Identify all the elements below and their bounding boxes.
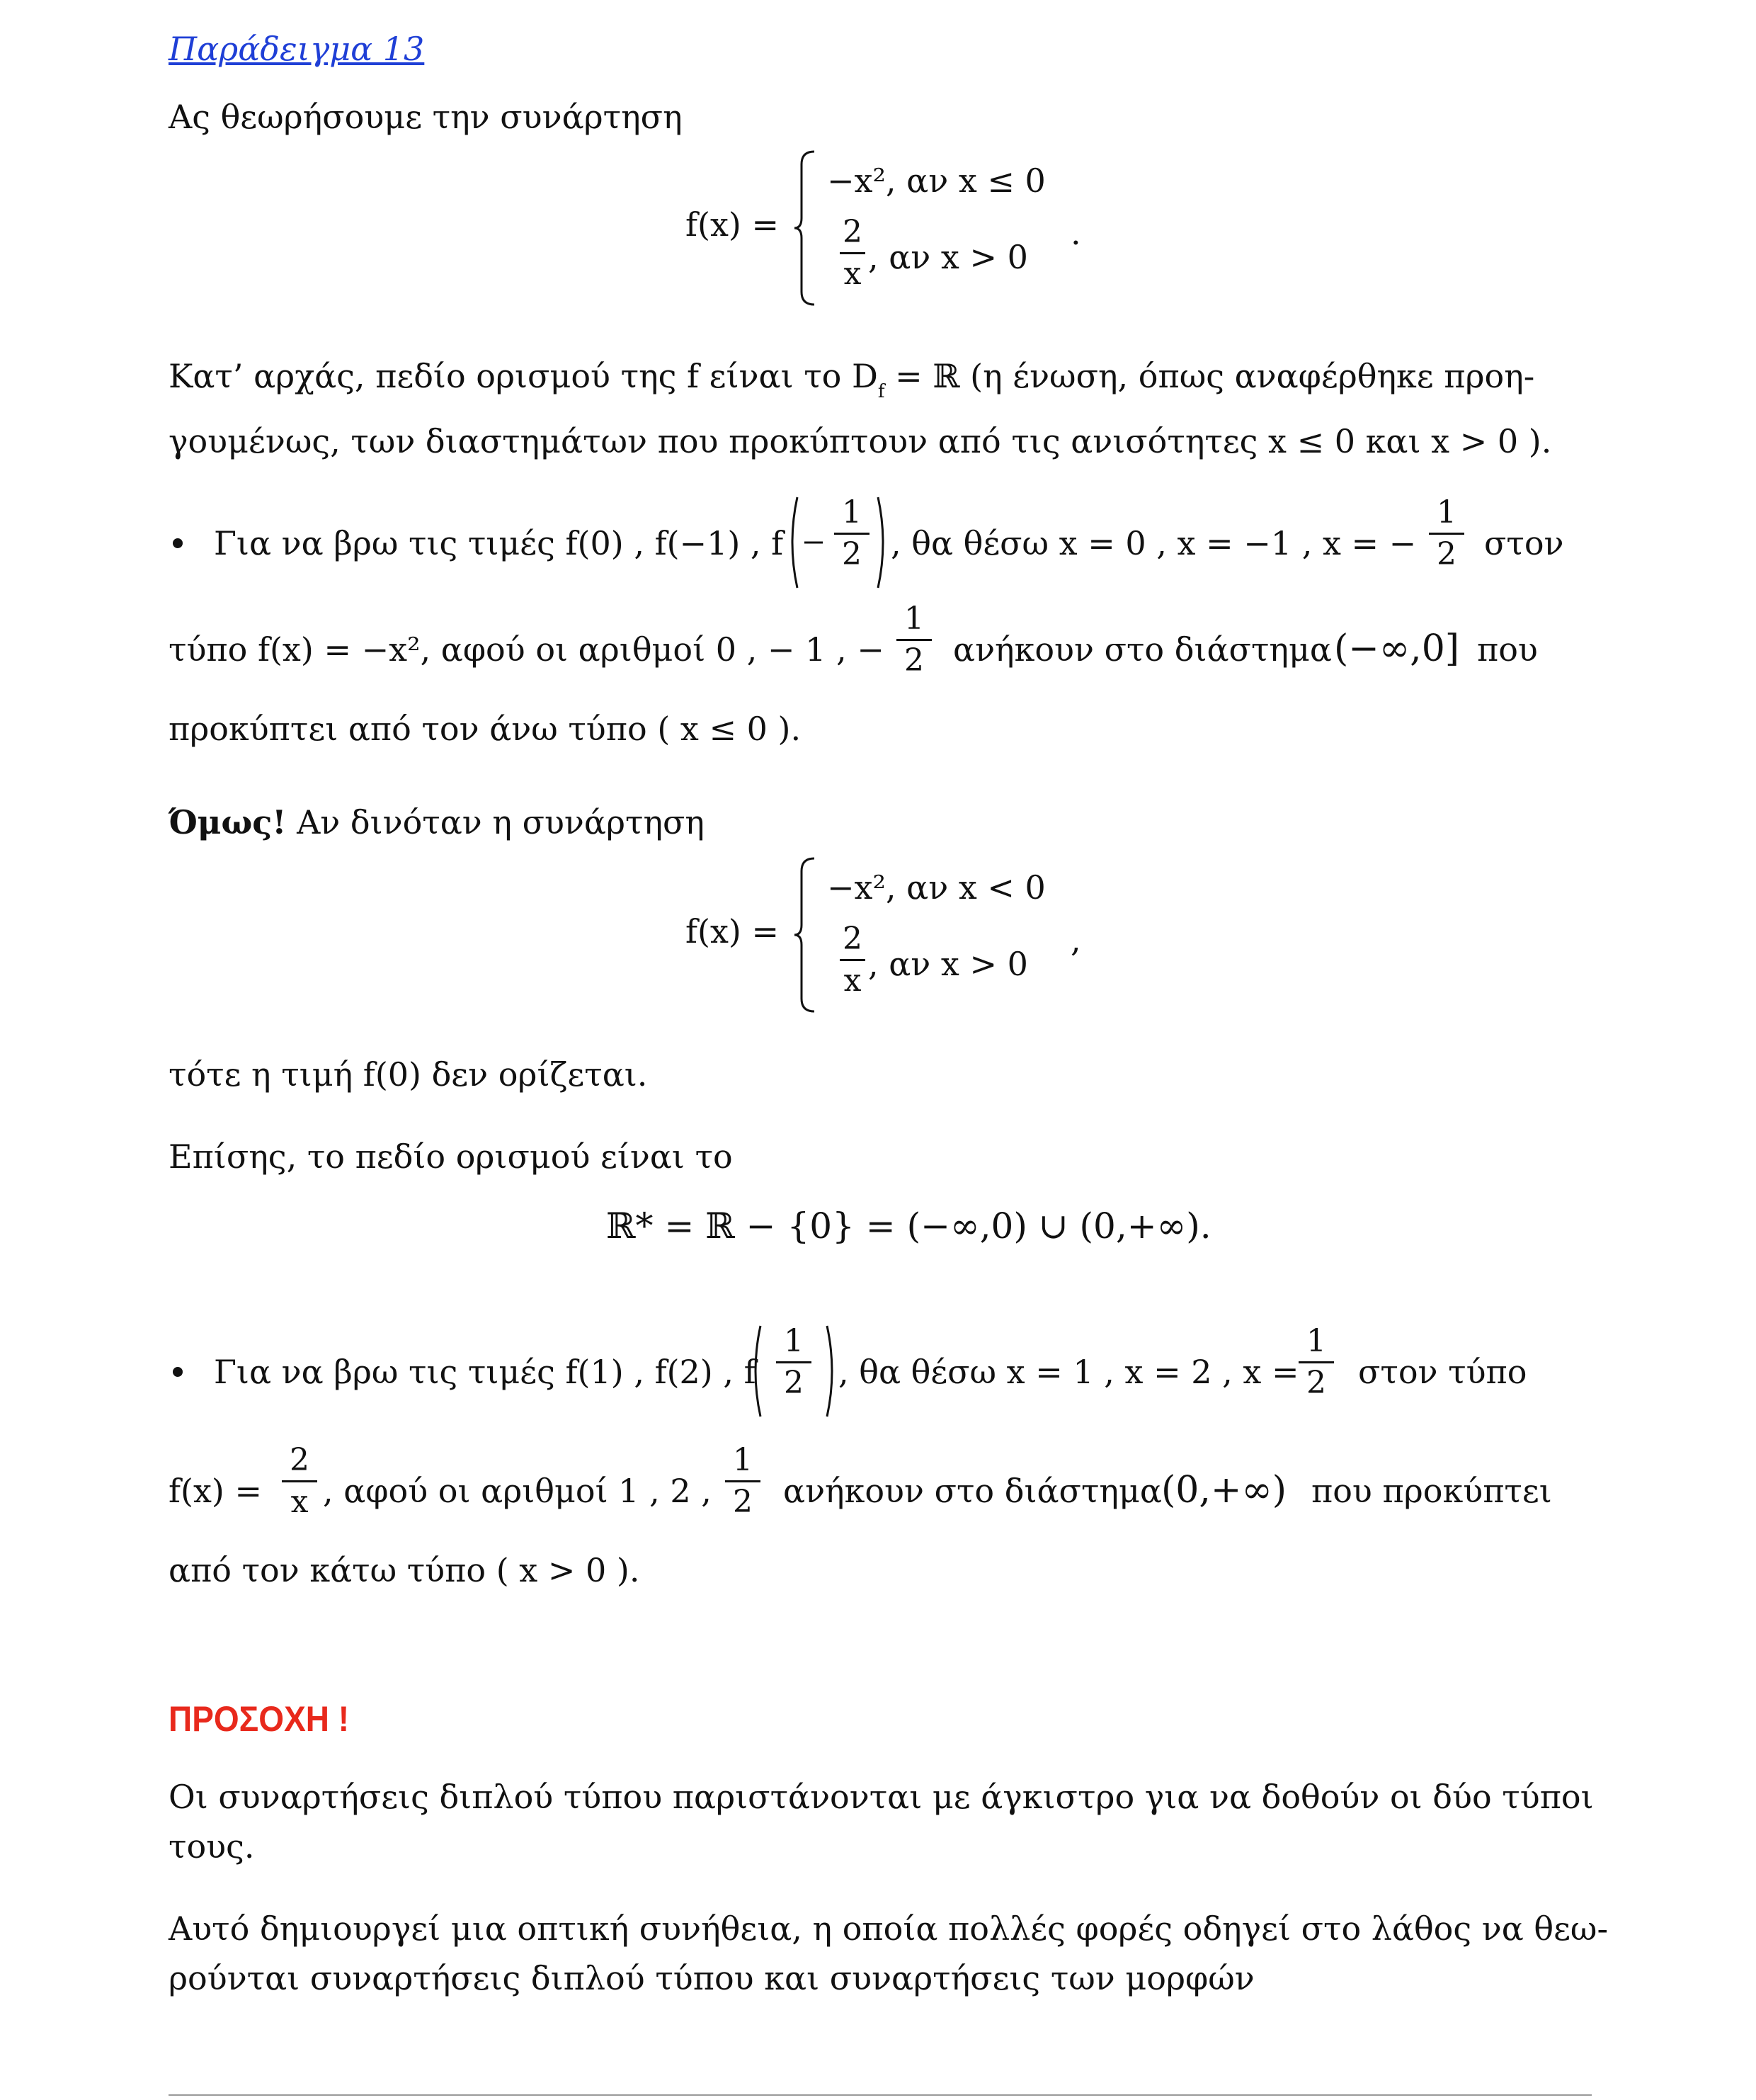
f2-case2-num: 2: [843, 921, 862, 957]
bullet-1-text-a: Για να βρω τις τιμές f(0) , f(−1) , f: [214, 524, 784, 562]
f1-case2-num: 2: [843, 214, 862, 250]
bullet-1-frac2-bar: [1429, 533, 1464, 535]
bullet-1-line2-frac-num: 1: [904, 601, 924, 637]
domain-line-1-tail: = ℝ (η ένωση, όπως αναφέρθηκε προη-: [884, 357, 1535, 395]
f1-case1: −x², αν x ≤ 0: [827, 161, 1046, 200]
f1-end: .: [1071, 214, 1081, 252]
paragraph-1-line-2: τους.: [169, 1827, 255, 1866]
bullet-1-interval: (−∞,0]: [1334, 628, 1460, 670]
bullet-1-frac2-num: 1: [1437, 494, 1456, 530]
omos-rest: Αν δινόταν η συνάρτηση: [286, 803, 705, 841]
bullet-2-frac2-num: 1: [1306, 1323, 1326, 1359]
f1-lhs: f(x) =: [685, 205, 780, 244]
paragraph-1-line-1: Οι συναρτήσεις διπλού τύπου παριστάνονται με άγκιστρο για να δοθούν οι δύο τύποι: [169, 1778, 1594, 1816]
paragraph-2-line-1: Αυτό δημιουργεί μια οπτική συνήθεια, η οποία πολλές φορές οδηγεί στο λάθος να θεω-: [169, 1909, 1608, 1948]
f2-case2-den: x: [843, 963, 862, 999]
bullet-2-interval: (0,+∞): [1161, 1469, 1287, 1511]
bullet-1-dot: [173, 538, 183, 548]
bullet-2-fraction-2: [1299, 1323, 1334, 1401]
f2-case2-bar: [840, 959, 865, 961]
f2-lhs: f(x) =: [685, 912, 780, 950]
bullet-1-fraction: [834, 494, 870, 572]
bullet-1-fraction-2: [1429, 494, 1464, 572]
bullet-1-frac-bar: [834, 533, 870, 535]
bullet-1-text-b: , θα θέσω x = 0 , x = −1 , x = −: [891, 524, 1417, 562]
domain-subscript: f: [877, 381, 885, 402]
bullet-2-fraction: [776, 1323, 811, 1401]
bullet-2-line2-fx-den: x: [290, 1484, 309, 1520]
f2-case1: −x², αν x < 0: [827, 868, 1046, 907]
bullet-2-line2-fx-bar: [282, 1480, 317, 1482]
bullet-2-line2-frac-bar: [725, 1480, 760, 1482]
f2-end: ,: [1071, 921, 1081, 959]
bullet-2-line-2-fraction: [725, 1442, 760, 1520]
bullet-2-text-a: Για να βρω τις τιμές f(1) , f(2) , f: [214, 1353, 756, 1391]
f2-case2-fraction: [840, 921, 865, 999]
bullet-2-frac-den: 2: [784, 1365, 804, 1401]
bullet-2-line2-frac-den: 2: [733, 1484, 753, 1520]
domain-line-2: γουμένως, των διαστημάτων που προκύπτουν από τις ανισότητες x ≤ 0 και x > 0 ).: [169, 422, 1552, 460]
bullet-2-line-2b: ανήκουν στο διάστημα: [783, 1472, 1162, 1510]
bullet-1-line-2b: ανήκουν στο διάστημα: [953, 630, 1332, 669]
bullet-1-line2-frac-bar: [896, 639, 932, 641]
bullet-1-frac-den: 2: [842, 536, 862, 572]
bullet-1-frac2-den: 2: [1437, 536, 1456, 572]
f1-case2-den: x: [843, 256, 862, 292]
bullet-2-line-2-lhs: f(x) =: [169, 1472, 263, 1510]
then-line: τότε η τιμή f(0) δεν ορίζεται.: [169, 1055, 648, 1094]
omos-line: [169, 803, 705, 841]
bullet-2-text-c: στον τύπο: [1358, 1353, 1527, 1391]
example-title[interactable]: Παράδειγμα 13: [169, 30, 425, 68]
rstar-equation: ℝ* = ℝ − {0} = (−∞,0) ∪ (0,+∞).: [606, 1205, 1211, 1247]
bullet-2-line-3: από τον κάτω τύπο ( x > 0 ).: [169, 1551, 640, 1589]
bullet-2-line2-frac-num: 1: [733, 1442, 753, 1478]
bullet-1-line-3: προκύπτει από τον άνω τύπο ( x ≤ 0 ).: [169, 710, 802, 748]
domain-line-1: [169, 357, 1535, 402]
bullet-1-line-2a: τύπο f(x) = −x², αφού οι αριθμοί 0 , − 1 , −: [169, 630, 884, 669]
f1-case2-tail: , αν x > 0: [868, 238, 1028, 276]
bullet-1-line-2c: που: [1477, 630, 1538, 669]
f1-case2-fraction: [840, 214, 865, 292]
bullet-1-line-2-fraction: [896, 601, 932, 679]
also-line: Επίσης, το πεδίο ορισμού είναι το: [169, 1137, 733, 1176]
bullet-1-line2-frac-den: 2: [904, 642, 924, 679]
domain-line-1-text: Κατ’ αρχάς, πεδίο ορισμού της f είναι το D: [169, 357, 878, 395]
bullet-2-dot: [173, 1367, 183, 1377]
warning-heading: ΠΡΟΣΟΧΗ !: [169, 1699, 350, 1739]
bullet-2-frac-num: 1: [784, 1323, 804, 1359]
omos-bold: Όμως!: [169, 803, 287, 841]
f1-case2-bar: [840, 252, 865, 254]
bullet-2-text-b: , θα θέσω x = 1 , x = 2 , x =: [838, 1353, 1299, 1391]
bullet-1-frac-num: 1: [842, 494, 862, 530]
f1-brace: [792, 149, 820, 308]
f2-case2-tail: , αν x > 0: [868, 945, 1028, 983]
bullet-2-frac2-bar: [1299, 1361, 1334, 1363]
bottom-divider: [169, 2094, 1592, 2096]
bullet-2-line-2c: που προκύπτει: [1311, 1472, 1552, 1510]
intro-text: Ας θεωρήσουμε την συνάρτηση: [169, 98, 683, 136]
paragraph-2-line-2: ρούνται συναρτήσεις διπλού τύπου και συναρτήσεις των μορφών: [169, 1959, 1255, 1997]
f2-brace: [792, 856, 820, 1015]
bullet-1-text-c: στον: [1484, 524, 1564, 562]
bullet-2-frac2-den: 2: [1306, 1365, 1326, 1401]
bullet-2-frac-bar: [776, 1361, 811, 1363]
bullet-2-line-2a: , αφού οι αριθμοί 1 , 2 ,: [323, 1472, 712, 1510]
bullet-2-line-2-fraction-x: [282, 1442, 317, 1520]
bullet-2-line2-fx-num: 2: [290, 1442, 309, 1478]
